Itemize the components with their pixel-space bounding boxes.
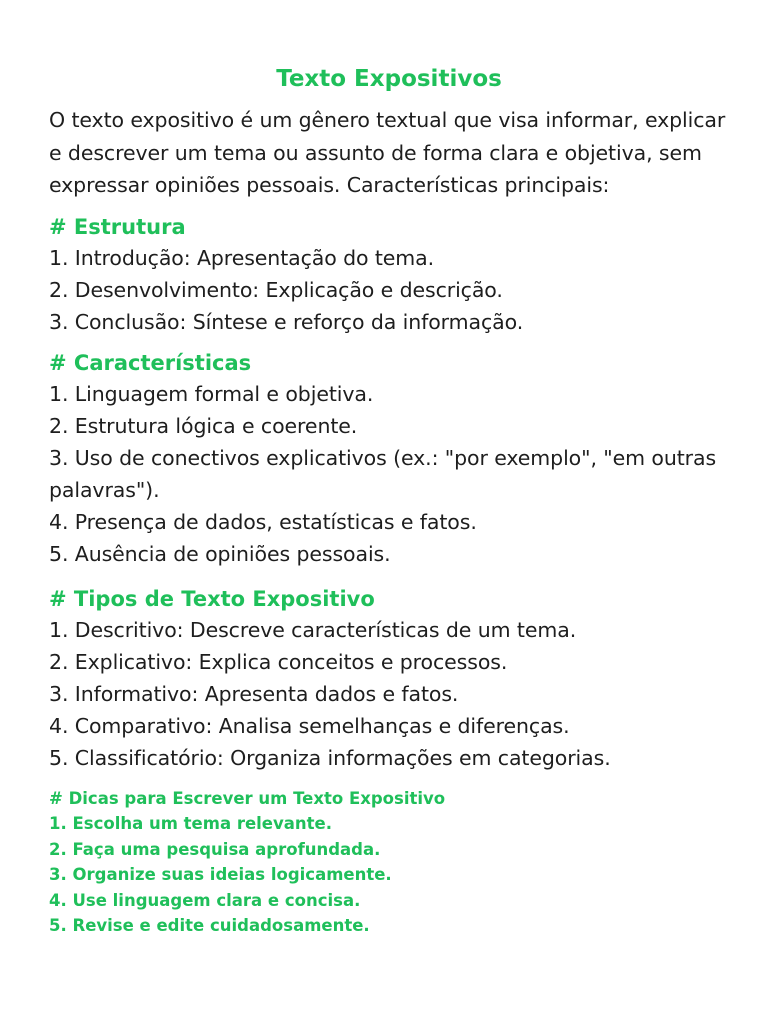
list-item: 4. Presença de dados, estatísticas e fatos.: [49, 509, 477, 534]
section-heading: # Tipos de Texto Expositivo: [49, 586, 375, 611]
list-item: 3. Informativo: Apresenta dados e fatos.: [49, 681, 459, 706]
tip-item: 2. Faça uma pesquisa aprofundada.: [49, 839, 381, 859]
list-item: 3. Conclusão: Síntese e reforço da informação.: [49, 309, 524, 334]
page-title: Texto Expositivos: [276, 66, 502, 92]
list-item: 4. Comparativo: Analisa semelhanças e diferenças.: [49, 713, 570, 738]
section-tipos: [49, 584, 729, 774]
list-item: 5. Ausência de opiniões pessoais.: [49, 541, 391, 566]
list-item: 5. Classificatório: Organiza informações em categorias.: [49, 745, 611, 770]
tip-item: 3. Organize suas ideias logicamente.: [49, 865, 392, 884]
section-heading: # Estrutura: [49, 214, 186, 239]
document-page: [49, 62, 729, 939]
intro-paragraph: O texto expositivo é um gênero textual que visa informar, explicar e descrever um tema ou assunto de forma clara e objetiva, sem expressar opiniões pessoais. Características principais:: [49, 108, 726, 197]
section-caracteristicas: [49, 348, 729, 570]
list-item: 2. Desenvolvimento: Explicação e descrição.: [49, 277, 503, 302]
list-item: 1. Linguagem formal e objetiva.: [49, 381, 374, 406]
tip-item: 1. Escolha um tema relevante.: [49, 814, 332, 833]
list-item: 1. Descritivo: Descreve características de um tema.: [49, 617, 577, 642]
tips-heading: # Dicas para Escrever um Texto Expositivo: [49, 788, 446, 808]
section-dicas: [49, 786, 729, 939]
tip-item: 4. Use linguagem clara e concisa.: [49, 890, 361, 910]
section-estrutura: [49, 212, 729, 338]
list-item: 3. Uso de conectivos explicativos (ex.: "por exemplo", "em outras palavras").: [49, 445, 717, 502]
tip-item: 5. Revise e edite cuidadosamente.: [49, 916, 370, 935]
list-item: 1. Introdução: Apresentação do tema.: [49, 245, 435, 270]
section-heading: # Características: [49, 350, 252, 375]
list-item: 2. Explicativo: Explica conceitos e processos.: [49, 649, 508, 674]
list-item: 2. Estrutura lógica e coerente.: [49, 413, 358, 438]
